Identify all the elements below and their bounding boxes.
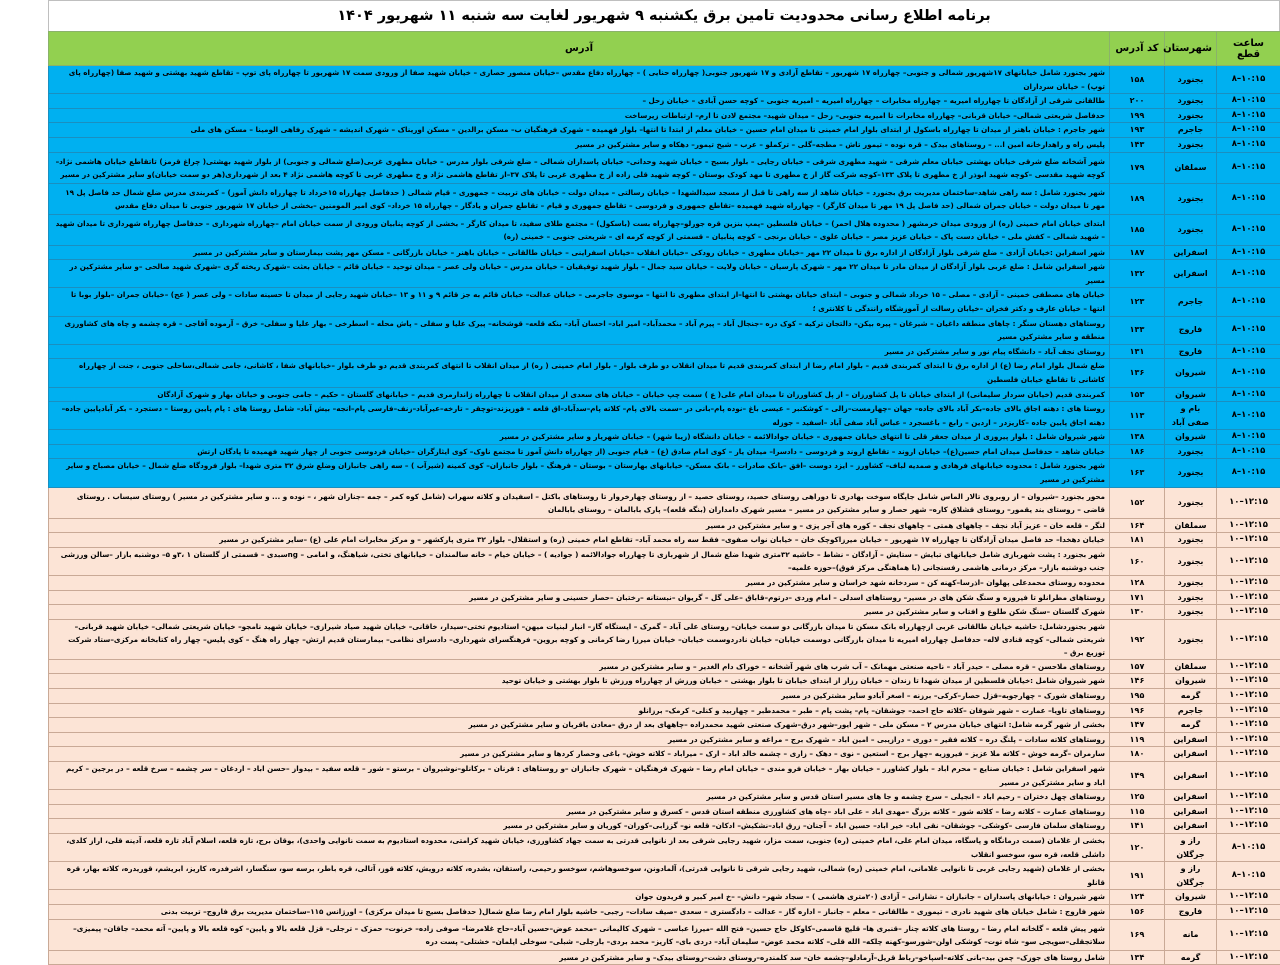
table-row <box>49 152 1280 183</box>
cell-city: بجنورد <box>1165 108 1217 123</box>
table-row <box>49 904 1280 919</box>
cell-cut-time: ۸–۱۰:۱۵ <box>1217 137 1280 152</box>
cell-cut-time: ۸–۱۰:۱۵ <box>1217 444 1280 459</box>
table-row <box>49 761 1280 789</box>
table-row <box>49 950 1280 965</box>
cell-address: شهرک گلستان –سنگ شکن طلوع و افتاب و سایر مشترکین در مسیر <box>49 605 1110 620</box>
column-header-address: آدرس <box>49 32 1110 66</box>
cell-cut-time: ۸–۱۰:۱۵ <box>1217 183 1280 214</box>
cell-city: سملقان <box>1165 152 1217 183</box>
cell-address-code: ۱۱۹ <box>1110 732 1165 747</box>
cell-address: روستاهای ملاحسن – قره مصلی – حیدر آباد – ناحیه صنعتی مهمانک – آب شرب های شهر آشخانه – خوراک دام الغدیر – و سایر مشترکین در مسیر <box>49 659 1110 674</box>
cell-address-code: ۱۲۵ <box>1110 790 1165 805</box>
cell-cut-time: ۱۰–۱۲:۱۵ <box>1217 674 1280 689</box>
cell-address: خیابان شاهد – حدفاصل میدان امام حسین(ع)– خیابان اروند – تقاطع اروند و فردوسی – دادسرا– میدان یار – کوی امام صادق (ع) – قیام جنوبی (از چهارراه دانش آموز تا مجتمع ناوک– کوی ایثارگران –خیابان فردوسی جنوبی از چهار شهید فهمیده تا پادگان ارتش <box>49 444 1110 459</box>
table-row <box>49 576 1280 591</box>
table-row <box>49 890 1280 905</box>
cell-address: شهر اسفراین شامل : ضلع غربی بلوار آزادگان از میدان مادر تا میدان ۲۲ مهر – شهرک پارسیان – خیابان ولایت – خیابان سید جمال – بلوار شهید توفیقیان – خیابان مدرس – خیابان ولی عصر – میدان توحید – خیابان قائم – خیابان بعثت –شهرک ریخته گری –شهرک شهید صالحی –و سایر مشترکین در مسیر <box>49 260 1110 288</box>
cell-city: سملقان <box>1165 518 1217 533</box>
cell-city: بجنورد <box>1165 533 1217 548</box>
cell-cut-time: ۱۰–۱۲:۱۵ <box>1217 619 1280 659</box>
cell-cut-time: ۸–۱۰:۱۵ <box>1217 288 1280 316</box>
cell-address-code: ۱۴۹ <box>1110 761 1165 789</box>
cell-address-code: ۱۷۹ <box>1110 152 1165 183</box>
table-row <box>49 359 1280 387</box>
table-row <box>49 214 1280 245</box>
table-row <box>49 689 1280 704</box>
cell-address: شهر بجنورد شامل خیابانهای ۱۷شهریور شمالی و جنوبی– چهارراه ۱۷ شهریور – تقاطع آزادی و ۱۷ شهریور جنوبی( چهارراه حنایی ) – چهارراه دفاع مقدس –خیابان منصور حصاری – خیابان شهید صفا از ورودی سمت ۱۷ شهریور تا چهارراه پای توپ – تقاطع شهید بهشتی و شهید صفا (چهارراه پای توپ) – خیابان سرداران <box>49 66 1110 94</box>
cell-cut-time: ۸–۱۰:۱۵ <box>1217 108 1280 123</box>
table-row <box>49 732 1280 747</box>
cell-address: سارمران –گرمه خوش – کلاته ملا عزیز – فیروزیه –چهار برج – استعین – نوی – دهک – زاری – چشمه خالد اباد – ارک – میراباد – کلاته خوش– باغی وحصار کردها و سایر مشترکین در مسیر <box>49 747 1110 762</box>
cell-address: روستاهای دهستان سنگر : چاهای منطقه داغیان – شیرغان – پیره بیکن– دالتجان ترکیه – کوک دره –جنجال آباد – پیرم آباد – محمدآباد– امیر اباد– احسان آباد– بنکه قلعه– قوشخانه– پیرک علیا و سفلی – پاش محله – اسطرخی – بهار علیا و سفلی– خرق – آرموده آقاجی – قره چشمه و چاه های کشاورزی منطقه و سایر مشترکین مسیر <box>49 316 1110 344</box>
cell-address: روستاهای سلمان فارسی –کوشکی– جوشقان– نقی اباد– خیر اباد– حسین اباد – آجنان– زرق اباد–نشکیش– ادکان– قلعه نو– گززابی–کوران– کوریان و سایر مشترکین در مسیر <box>49 819 1110 834</box>
page-title: برنامه اطلاع رسانی محدودیت تامین برق یکشنبه ۹ شهریور لغایت سه شنبه ۱۱ شهریور ۱۴۰۴ <box>337 8 990 24</box>
cell-cut-time: ۸–۱۰:۱۵ <box>1217 430 1280 445</box>
cell-city: اسفراین <box>1165 819 1217 834</box>
cell-address: شهر فاروج : شامل خیابان های شهید نادری – تیموری – طالقانی – معلم – جانباز – اداره گاز – عدالت – دادگستری – سعدی –صیف سادات– رجبی– حاشیه بلوار امام رضا ضلع شمال( حدفاصل بسیج تا میدان مرکزی) – اورژانس ۱۱۵–ساختمان مدیریت برق فاروج– تربیت بدنی <box>49 904 1110 919</box>
cell-address-code: ۱۵۲ <box>1110 487 1165 518</box>
cell-address-code: ۱۸۷ <box>1110 245 1165 260</box>
cell-cut-time: ۱۰–۱۲:۱۵ <box>1217 919 1280 950</box>
cell-city: اسفراین <box>1165 260 1217 288</box>
cell-cut-time: ۸–۱۰:۱۵ <box>1217 260 1280 288</box>
cell-address-code: ۱۴۱ <box>1110 819 1165 834</box>
cell-address-code: ۱۶۳ <box>1110 459 1165 487</box>
cell-address-code: ۱۵۶ <box>1110 904 1165 919</box>
cell-cut-time: ۱۰–۱۲:۱۵ <box>1217 819 1280 834</box>
table-row <box>49 747 1280 762</box>
cell-city: بجنورد <box>1165 66 1217 94</box>
cell-cut-time: ۱۰–۱۲:۱۵ <box>1217 547 1280 575</box>
cell-address-code: ۱۳۶ <box>1110 359 1165 387</box>
cell-address-code: ۲۰۰ <box>1110 94 1165 109</box>
table-row <box>49 703 1280 718</box>
column-header-code: کد آدرس <box>1110 32 1165 66</box>
cell-address-code: ۱۹۱ <box>1110 862 1165 890</box>
cell-cut-time: ۸–۱۰:۱۵ <box>1217 66 1280 94</box>
cell-address: شهر بجنورد : پشت شهربازی شامل خیابانهای تبایش – ستایش – آزادگان – نشاط – حاشیه ۳۲متری شهدا ضلع شمال از شهربازی تا چهارراه جوادالائمه ( جوادیه ) – خیابان خیام – خانه سالمندان – خیابانهای تختی، شیاهنگ، و امامی – ngسبدی – قسمتی از گلستان ۱ ،۳و ۵– دوشنبه بازار –سالن ورزشی جنب دوشنبه بازار– مرکز درمانی هاشمی رفسنجانی (با هماهنگی مرکز فوق)–حوزه علمیه– <box>49 547 1110 575</box>
cell-address-code: ۱۵۸ <box>1110 66 1165 94</box>
cell-city: بجنورد <box>1165 547 1217 575</box>
cell-cut-time: ۱۰–۱۲:۱۵ <box>1217 804 1280 819</box>
cell-address: پلیس راه و راهدارخانه امین ا... – روستاهای بیدک – قره نوده – تیمور تاش – مطجه–گلی – ترکملو – عرب – شیخ تیمور– دهکاه و سایر مشترکین در مسیر <box>49 137 1110 152</box>
cell-address-code: ۱۴۷ <box>1110 718 1165 733</box>
table-row <box>49 674 1280 689</box>
cell-address: لنگر – قلعه خان – عزیز آباد نجف – چاههای همتی – چاههای نجف – کوره های آجر پزی – و سایر مشترکین در مسیر <box>49 518 1110 533</box>
cell-address: شهر جاجرم : خیابان باهنر از میدان تا چهارراه باسکول از ابتدای بلوار امام خمینی تا میدان امام حسین – خیابان معلم از ابتدا تا انتها– بلوار فهمیده – شهرک فرهنگیان ب– مسکن برالدین – مسکن اوریناک – شهرک اندیشه – شهرک رفاهی الومینا – مسکن های ملی <box>49 123 1110 138</box>
table-row <box>49 260 1280 288</box>
cell-city: اسفراین <box>1165 804 1217 819</box>
table-row <box>49 619 1280 659</box>
cell-address: شهر شیروان : خیابانهای پاسداران – جانبازان – نشازانی – آزادی (۲۰متری هاشمی ) – سجاد شهر– دانش– –خ امیر کبیر و فریدون جوان <box>49 890 1110 905</box>
cell-city: بجنورد <box>1165 444 1217 459</box>
announcement-sheet <box>48 0 1280 965</box>
cell-address-code: ۱۲۰ <box>1110 833 1165 861</box>
cell-cut-time: ۸–۱۰:۱۵ <box>1217 402 1280 430</box>
cell-address: خیابان های مصطفی خمینی – آزادی – مصلی – ۱۵ خرداد شمالی و جنوبی – ابتدای خیابان بهشتی تا انتها–از ابتدای مطهری تا انتها – موسوی جاجرمی – خیابان عدالت– خیابان قائم به جز قائم ۹ و ۱۱ و ۱۳ –خیابان شهید رجایی از میدان تا حسینه سادات – ولی عصر ( عج) –خیابان جمران –بلوار بوبا تا انتها – خیابان عارف و دکتر فخران –خیابان رسالت از آموزشگاه رانندگی تا کلانتری ؛ <box>49 288 1110 316</box>
table-row <box>49 659 1280 674</box>
cell-address: شهر شیروان شامل : بلوار پیروزی از میدان جعفر قلی تا انتهای خیابان جمهوری – خیابان جوادالائمه – خیابان دانشگاه (زیبا شهر) – خیابان شهریار و سایر مشترکین در مسیر <box>49 430 1110 445</box>
cell-address-code: ۱۳۴ <box>1110 950 1165 965</box>
table-row <box>49 833 1280 861</box>
cell-cut-time: ۱۰–۱۲:۱۵ <box>1217 605 1280 620</box>
cell-city: بجنورد <box>1165 459 1217 487</box>
cell-cut-time: ۱۰–۱۲:۱۵ <box>1217 718 1280 733</box>
cell-city: گرمه <box>1165 718 1217 733</box>
cell-address-code: ۱۲۳ <box>1110 288 1165 316</box>
cell-address-code: ۱۳۲ <box>1110 260 1165 288</box>
cell-address: شهر اسفراین :خیابان آزادی – ضلع شرقی بلوار آزادگان از اداره برق تا میدان ۲۲ مهر –خیابان مطهری – خیابان رودکی –خیابان انقلاب –خیابان اسفراینی – خیابان طالقانی – خیابان باهنر – خیابان بازرگانی – مسکن مهر پشت بیمارستان و سایر مشترکین در مسیر <box>49 245 1110 260</box>
cell-city: بجنورد <box>1165 94 1217 109</box>
cell-city: شیروان <box>1165 359 1217 387</box>
table-row <box>49 459 1280 487</box>
cell-address: بخشی از شهر گرمه شامل: انتهای خیابان مدرس ۲ – مسکن ملی – شهر ایور–شهر درق–شهرک صنعتی شهید محمدزاده –چاههای بعد از درق –معادن باقریان و سایر مشترکین در مسیر <box>49 718 1110 733</box>
cell-address-code: ۱۸۹ <box>1110 183 1165 214</box>
cell-address-code: ۱۴۳ <box>1110 137 1165 152</box>
cell-city: بام و صفی آباد <box>1165 402 1217 430</box>
cell-address: شهر بجنورد شامل : محدوده خیابانهای فرهادی و صمدیه لباف– کشاورز – ایزد دوست –افق –بانک صادرات – بانک مسکن– خیابانهای بهارستان – بوستان – فرهنگ – بلوار جانبازان– کوی کمینه (شیرآب ) – سه راهی جانبازان وضلع شرق ۳۲ متری شهدا– بلوار فرودگاه ضلع شمال – خیابان مصباح و سایر مشترکین در مسیر <box>49 459 1110 487</box>
cell-cut-time: ۸–۱۰:۱۵ <box>1217 459 1280 487</box>
cell-address-code: ۱۹۵ <box>1110 689 1165 704</box>
cell-address: روستاهای چهل دختران – رحیم اباد – انجیلی – سرخ چشمه و جا های مسیر استان قدس و سایر مشترکین در مسیر <box>49 790 1110 805</box>
table-row <box>49 108 1280 123</box>
cell-city: بجنورد <box>1165 619 1217 659</box>
cell-cut-time: ۱۰–۱۲:۱۵ <box>1217 533 1280 548</box>
table-row <box>49 590 1280 605</box>
cell-address: شهر پیش قلعه – گلخانه امام رضا – روستا های کلاته چنار –قنبری ها– قلیچ قاسمی–کاوکل حاج حسین– فتح الله –میرزا عباسی – شهرک کالیمانی –محمد عوض–حسین آباد–حاج غلامرضا– صوفی زاده– خرنوت– حمزک – ترجلی– قزل قلعه بالا و پایین– کوه قلعه بالا و پایین– آته محمد– جاقان– پیمیزی– سلاتجقلی–سویجی سو– شاه توت– کوشکی اولن–شورسو–کهنه چلکه– الله قلی– کلاته محمد عوض– سلیمان آباد– دردی بای– کاریز– محمد بردی– بارجلی– شبلی– سوخلی ایلمان– خشتلی– پست دره <box>49 919 1110 950</box>
cell-address-code: ۱۵۷ <box>1110 659 1165 674</box>
cell-cut-time: ۸–۱۰:۱۵ <box>1217 214 1280 245</box>
cell-city: سملقان <box>1165 659 1217 674</box>
cell-address: ابتدای خیابان امام خمینی (ره) از ورودی میدان خرمشهر ( محدوده هلال احمر) – خیابان فلسطین –پمپ بنزین قره جورلو–چهارراه بست (باسکول) – مجتمع طلای سفید، تا میدان کارگر – بخشی از کوچه پنابیان ورودی از سمت خیابان امام –چهارراه شهرداری – حدفاصل چهارراه شهرداری تا میدان شهید – شهید شمالی – کفش ملی – خیابان دست پاک – خیابان عزیز مصر – خیابان علوی – خیابان برنجی – کوچه پنابیان – قسمتی از کوچه کرمه ای – شریعتی جنوبی – خمینی (ره) <box>49 214 1110 245</box>
cell-address: روستاهای مطرانلو تا فیروزه و سنگ شکن های در مسیر– روستاهای اسدلی – امام وردی –درتوم–قاباق –علی گل – گریوان –نبستانه –رختبان –حصار حسینی و سایر مشترکین در مسیر <box>49 590 1110 605</box>
cell-cut-time: ۱۰–۱۲:۱۵ <box>1217 590 1280 605</box>
table-row <box>49 316 1280 344</box>
cell-address-code: ۱۹۲ <box>1110 619 1165 659</box>
cell-cut-time: ۱۰–۱۲:۱۵ <box>1217 761 1280 789</box>
cell-address: شهر شیروان شامل :خیابان فلسطین از میدان شهدا تا زندان – خیابان رزاز از ابتدای خیابان تا بلوار بهشتی – خیابان ورزش از چهارراه ورزش تا بلوار بهشتی و خیابان توحید <box>49 674 1110 689</box>
outage-schedule-table <box>48 31 1280 965</box>
cell-address: بخشی از غلامان (سمت درمانگاه و پاسگاه، میدان امام علی، امام خمینی (ره) جنوبی، سمت مزار، شهید رجایی شرقی بعد از نانوایی قدرتی به سمت جهاد کشاورزی، خیابان شهید کرامتی، محدوده استادیوم به سمت نانوایی واحدی)، بوقان برج، تازه قلعه، اسلام آباد تازه قلعه، آدینه قلی، اراز کلدی، داشلی قلعه، قره سو، سوخسو انقلاب <box>49 833 1110 861</box>
table-row <box>49 94 1280 109</box>
cell-cut-time: ۱۰–۱۲:۱۵ <box>1217 518 1280 533</box>
cell-address: شهر بجنورد شامل : سه راهی شاهد–ساختمان مدیریت برق بجنورد – خیابان شاهد از سه راهی تا قبل از مسجد سیدالشهدا – خیابان رسالتی – میدان دولت – خیابان های تربیت – جمهوری – قیام شمالی ( حدفاصل چهارراه ۱۵خرداد تا چهارراه دانش آموز) – کمربندی مدرس ضلع شمال حد فاصل پل ۱۹ مهر تا میدان دولت – خیابان جمران شمالی (حد فاصل پل ۱۹ مهر تا میدان کارگر) – چهارراه شهید فهمیده –تقاطع جمهوری و فردوسی – تقاطع جمهوری و قیام – تقاطع جمران و یادگار – چهارراه ۱۵ خرداد– کوی امیر المومنین –بخشی از خیابان ۱۷ شهریور جنوبی تا میدان دفاع مقدس <box>49 183 1110 214</box>
cell-city: راز و جرگلان <box>1165 862 1217 890</box>
column-header-city: شهرستان <box>1165 32 1217 66</box>
cell-city: بجنورد <box>1165 605 1217 620</box>
cell-address: روستاهای تاویا– عمارت – شهر شوقان –کلاته حاج احمد– جوشقان– پام– پشت پام – طبر – محمدطبر – چهاربید و کنلی– کرمک– برزانلو <box>49 703 1110 718</box>
cell-address-code: ۱۹۶ <box>1110 703 1165 718</box>
cell-cut-time: ۸–۱۰:۱۵ <box>1217 152 1280 183</box>
cell-address: خیابان دهخدا– حد فاصل میدان آزادگان تا چهارراه ۱۷ شهریور – خیابان میرزاکوچک خان – خیابان نواب صفوی– فقط سه راه محمد آباد– تقاطع امام خمینی (ره) و استقلال– بلوار ۳۲ متری پارکشهر – و مرکز مخابرات امام علی (ع) –سایر مشترکین در مسیر <box>49 533 1110 548</box>
table-row <box>49 183 1280 214</box>
cell-city: فاروج <box>1165 344 1217 359</box>
cell-address: روستاهای کلاته سادات – پلنگ دره – کلاته فقیر – دوری – درازیبی – امین اباد – شهرک برج – مراغه و سایر مشترکین در مسیر <box>49 732 1110 747</box>
table-row <box>49 533 1280 548</box>
cell-city: گرمه <box>1165 689 1217 704</box>
cell-cut-time: ۸–۱۰:۱۵ <box>1217 359 1280 387</box>
cell-cut-time: ۱۰–۱۲:۱۵ <box>1217 904 1280 919</box>
cell-cut-time: ۱۰–۱۲:۱۵ <box>1217 890 1280 905</box>
cell-cut-time: ۱۰–۱۲:۱۵ <box>1217 659 1280 674</box>
cell-address-code: ۱۲۸ <box>1110 576 1165 591</box>
column-header-time: ساعت قطع <box>1217 32 1280 66</box>
cell-address-code: ۱۶۹ <box>1110 919 1165 950</box>
cell-address: شهر آشخانه ضلع شرقی خیابان بهشتی خیابان معلم شرقی – شهید مطهری شرقی – خیابان رجایی – بلوار بسیج – خیابان شهید وحدانی– خیابان پاسداران شمالی – ضلع شرقی بلوار مدرس – خیابان مطهری غربی(ضلع شمالی و جنوبی) از بلوار شهید بهشتی( چراغ قرمز) تاتقاطع خیابان هاشمی نژاد–کوچه شهید مقدسی –کوچه شهید ابوذر از خ مطهری تا پلاک ۱۳۳–کوچه شرکت گاز از خ مطهری تا مهد کودک بوستان – کوچه شهید قلی زاده از خ مطهری غربی تا پلاک ۳۷–از تقاطع هاشمی نژاد و خ مطهری غربی تا کوچه هاشمی نژاد ۴ بعد از شهرداری(هر دو سمت خیابان)و سایر مشترکین در مسیر <box>49 152 1110 183</box>
cell-city: اسفراین <box>1165 245 1217 260</box>
cell-address-code: ۱۶۴ <box>1110 518 1165 533</box>
cell-city: فاروج <box>1165 904 1217 919</box>
cell-address-code: ۱۴۶ <box>1110 674 1165 689</box>
cell-city: بجنورد <box>1165 183 1217 214</box>
cell-address-code: ۱۳۸ <box>1110 430 1165 445</box>
cell-city: شیروان <box>1165 387 1217 402</box>
cell-city: جاجرم <box>1165 123 1217 138</box>
table-row <box>49 605 1280 620</box>
cell-address: بخشی از غلامان (شهید رجایی غربی تا نانوایی غلامانی، امام خمینی (ره) شمالی، شهید رجایی شرقی تا نانوایی قدرتی)، آلمادونن، سوخسوهاشم، سوخسو رحیمی، راستقان، بشدره، کلاته درویش، کلاته قوز، آتالی، قره باطر، برسه سو، سنگسار، اشرفدره، کاریز، ابریشم، قوریدره، کلاته بهار، قره قانلو <box>49 862 1110 890</box>
cell-city: فاروج <box>1165 316 1217 344</box>
cell-cut-time: ۱۰–۱۲:۱۵ <box>1217 732 1280 747</box>
cell-cut-time: ۱۰–۱۲:۱۵ <box>1217 487 1280 518</box>
table-row <box>49 919 1280 950</box>
table-row <box>49 66 1280 94</box>
table-body <box>49 66 1280 965</box>
cell-city: اسفراین <box>1165 790 1217 805</box>
cell-address-code: ۱۸۰ <box>1110 747 1165 762</box>
cell-cut-time: ۸–۱۰:۱۵ <box>1217 833 1280 861</box>
table-row <box>49 718 1280 733</box>
cell-address: شهر بجنوردشامل: حاشیه خیابان طالقانی غربی ازچهارراه بانک مسکن تا میدان بازرگانی دو سمت خیابان– روستای علی آباد – گمرک – ایستگاه گاز– انبار لبنیات میهن– استادیوم تختی–سیدار، خاقانی– خیابان شهید صیاد شیرازی– خیابان شهید نامجو– خیابان شریعتی شمالی– خیابان شهید قربانی–شریعتی شمالی– کوچه قنادی لاله– حدفاصل چهارراه امیریه تا میدان بازرگانی دوسمت خیابان– خیابان نادردوسمت خیابان– خیابان میرزا رضا کرمانی و کوچه بروین– فرهنگسرای شهرداری– دادسرای نظامی– بیمارستان قدیم ارتش– چهار راه هنگ – کوی پلیس– چهار راه کتابخانه مرکزی–ستاد شرکت توزیع برق – <box>49 619 1110 659</box>
cell-city: راز و جرگلان <box>1165 833 1217 861</box>
cell-address-code: ۱۲۴ <box>1110 890 1165 905</box>
cell-cut-time: ۱۰–۱۲:۱۵ <box>1217 747 1280 762</box>
cell-address-code: ۱۳۱ <box>1110 344 1165 359</box>
cell-address-code: ۱۹۳ <box>1110 123 1165 138</box>
cell-city: گرمه <box>1165 950 1217 965</box>
cell-cut-time: ۱۰–۱۲:۱۵ <box>1217 950 1280 965</box>
table-row <box>49 137 1280 152</box>
cell-address: روستا های : دهنه اجاق بالای جاده–بکر آباد بالای جاده– جهان –چهارمست–زالی – کوشکنبر – عیسی باغ –نوده پام–بانی در –سمت بالای پام– کلاته پام–سدآباد–اق قلعه – فوزیزند–توچقر – تارخه–عیرآباد–زنف–فارسی پام–انجه– بیش آباد– شامل روستا های : پام پایین روستا – دستجرد – بکر آبادپایین جاده–دهنه اجاق پایین جاده –کاریزدر – اردین – رابع – باغسجرد – عباس آباد صفی آباد –اسفید – جوزله <box>49 402 1110 430</box>
cell-address-code: ۱۳۰ <box>1110 605 1165 620</box>
cell-address: روستاهای عمارت – کلاته رضا – کلاته شور – کلاته بزرگ –مهدی اباد – علی اباد –چاه های کشاورزی منطقه استان قدس – کسرق و سایر مشترکین در مسیر <box>49 804 1110 819</box>
table-row <box>49 430 1280 445</box>
cell-address: محور بجنورد –شیروان – از روبروی تالار الماس شامل جایگاه سوخت بهادری تا دوراهی روستای حصید، روستای حصید – از روستای چهارخروار تا روستاهای باکتل – اسفیدان و کلاته سهراب (شامل کوه کمر – جمه –جناران شهر ، – نوده و ... و سایر مشترکین در مسیر ) روستای سیساب . روستای قاضی – روستای بند یقمور– روستای قشلاق کاره– شهر حصار و سایر مشترکین در مسیر – مسیر شهرک دامداران (بنگه قلعه)– پارک بابالمان – روستای بابالمان <box>49 487 1110 518</box>
cell-cut-time: ۸–۱۰:۱۵ <box>1217 245 1280 260</box>
cell-address-code: ۱۶۰ <box>1110 547 1165 575</box>
cell-address: شهر اسفراین شامل : خیابان صنایع – محرم اباد – بلوار کشاورز – خیابان بهار – خیابان فرو مندی – خیابان امام رضا – شهرک فرهنگیان – شهرک جانبازان –و روستاهای : فرنان – برکانلو–نوشیروان – برستو – شور – قلعه سفید – بیدواز –حسن اباد – اردغان – سر چشمه – سرخ قلعه – در برجین – کریم اباد و سایر مشترکین در مسیر <box>49 761 1110 789</box>
cell-address: کمربندی قدیم (خیابان سردار سلیمانی) از ابتدای خیابان تا پل کشاورزان – از پل کشاورزان تا میدان امام علی( ع ) سمت چپ خیابان – خیابان های سعدی از میدان انقلاب تا چهارراه ژاندارمری قدیم – خیابانهای گلستان – حکیم – جامی جنوبی و خیابان بهار و شهرک آزادگان <box>49 387 1110 402</box>
table-row <box>49 402 1280 430</box>
cell-cut-time: ۸–۱۰:۱۵ <box>1217 344 1280 359</box>
cell-address: روستاهای شورک – چهارجوبه–قزل حصار–کرکی– برزنه – اصغر آبادو سایر مشترکین در مسیر <box>49 689 1110 704</box>
table-row <box>49 547 1280 575</box>
cell-cut-time: ۸–۱۰:۱۵ <box>1217 123 1280 138</box>
cell-address-code: ۱۹۹ <box>1110 108 1165 123</box>
cell-city: شیروان <box>1165 430 1217 445</box>
cell-cut-time: ۸–۱۰:۱۵ <box>1217 94 1280 109</box>
table-row <box>49 790 1280 805</box>
cell-address-code: ۱۵۳ <box>1110 387 1165 402</box>
cell-city: بجنورد <box>1165 137 1217 152</box>
cell-city: شیروان <box>1165 674 1217 689</box>
cell-address: حدفاصل شریعتی شمالی– خیابان قربانی– چهارراه مخابرات تا امیریه جنوبی– زحل – میدان شهید– مجتمع لادن تا ارم– ارتباطات زیرساخت <box>49 108 1110 123</box>
cell-address: ضلع شمال بلوار امام رضا (ع) از اداره برق تا ابتدای کمربندی قدیم – بلوار امام رضا از ابتدای کمربندی قدیم تا میدان انقلاب دو طرف بلوار – بلوار امام خمینی ( ره) از میدان انقلاب تا انتهای کمربندی قدیم دو طرف بلوار –خیابانهای شفا ، کاشانی، جامی شمالی،ساحلی جنوبی ، جنت از چهارراه کاشانی تا تقاطع خیابان فلسطین <box>49 359 1110 387</box>
cell-address: روستای نجف آباد – دانشگاه پیام نور و سایر مشترکین در مسیر <box>49 344 1110 359</box>
cell-cut-time: ۱۰–۱۲:۱۵ <box>1217 790 1280 805</box>
cell-city: اسفراین <box>1165 747 1217 762</box>
cell-cut-time: ۸–۱۰:۱۵ <box>1217 316 1280 344</box>
cell-city: اسفراین <box>1165 761 1217 789</box>
cell-address-code: ۱۳۳ <box>1110 316 1165 344</box>
table-row <box>49 123 1280 138</box>
cell-cut-time: ۸–۱۰:۱۵ <box>1217 862 1280 890</box>
table-row <box>49 344 1280 359</box>
cell-address: شامل روستا های جوزک– چمن بید–بانی کلاته–اسپاخو–رباط قریل–آرمادلو–چشمه خان– سد کلمندره–روستای دشت–روستای بیدک– و سایر مشترکین در مسیر <box>49 950 1110 965</box>
cell-address-code: ۱۱۵ <box>1110 804 1165 819</box>
cell-address-code: ۱۸۶ <box>1110 444 1165 459</box>
table-row <box>49 819 1280 834</box>
cell-city: بجنورد <box>1165 590 1217 605</box>
header-row <box>49 32 1280 66</box>
table-row <box>49 245 1280 260</box>
cell-address: محدوده روستای محمدعلی پهلوان –اذرسا–کهنه کن – سردخانه شهد خراسان و سایر مشترکین در مسیر <box>49 576 1110 591</box>
table-row <box>49 387 1280 402</box>
title-bar <box>48 0 1280 31</box>
cell-city: بجنورد <box>1165 214 1217 245</box>
table-row <box>49 804 1280 819</box>
table-row <box>49 487 1280 518</box>
cell-cut-time: ۸–۱۰:۱۵ <box>1217 387 1280 402</box>
cell-address-code: ۱۸۵ <box>1110 214 1165 245</box>
cell-address-code: ۱۸۱ <box>1110 533 1165 548</box>
cell-city: شیروان <box>1165 890 1217 905</box>
cell-cut-time: ۱۰–۱۲:۱۵ <box>1217 703 1280 718</box>
cell-city: مانه <box>1165 919 1217 950</box>
cell-address: طالقانی شرقی از آزادگان تا چهارراه امیریه – چهارراه مخابرات – چهارراه امیریه – امیریه جنوبی – کوچه حسن آبادی – خیابان زحل – <box>49 94 1110 109</box>
cell-cut-time: ۱۰–۱۲:۱۵ <box>1217 689 1280 704</box>
cell-cut-time: ۱۰–۱۲:۱۵ <box>1217 576 1280 591</box>
table-row <box>49 444 1280 459</box>
cell-address-code: ۱۱۳ <box>1110 402 1165 430</box>
cell-city: بجنورد <box>1165 487 1217 518</box>
cell-address-code: ۱۷۱ <box>1110 590 1165 605</box>
table-row <box>49 862 1280 890</box>
cell-city: اسفراین <box>1165 732 1217 747</box>
table-row <box>49 518 1280 533</box>
table-row <box>49 288 1280 316</box>
cell-city: جاجرم <box>1165 703 1217 718</box>
cell-city: بجنورد <box>1165 576 1217 591</box>
cell-city: جاجرم <box>1165 288 1217 316</box>
